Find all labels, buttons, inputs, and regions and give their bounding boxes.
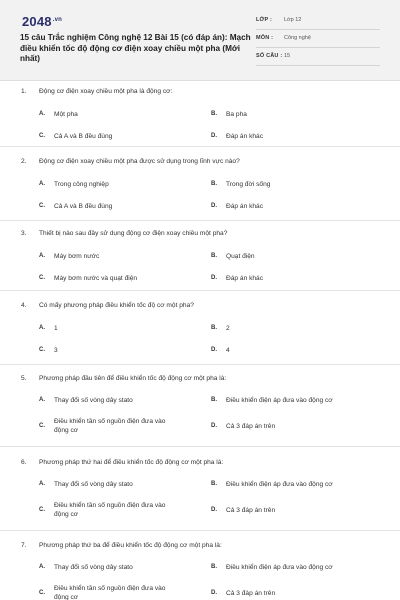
option-letter: B. xyxy=(211,253,217,259)
option-text: Điều khiển điện áp đưa vào động cơ xyxy=(226,481,333,488)
option-text: Ba pha xyxy=(226,111,247,118)
question-text xyxy=(21,157,381,166)
option-letter: A. xyxy=(39,253,45,259)
meta-row-class xyxy=(256,12,380,30)
option-text: Thay đổi số vòng dây stato xyxy=(54,481,133,488)
option-text: Cả 3 đáp án trên xyxy=(226,423,276,430)
option-letter: D. xyxy=(211,590,217,596)
question-number: 6. xyxy=(21,459,27,466)
option-letter: D. xyxy=(211,203,217,209)
option-letter: A. xyxy=(39,111,45,117)
question-label: Phương pháp đầu tiên để điều khiển tốc độ động cơ một pha là: xyxy=(39,375,227,382)
option-letter: B. xyxy=(211,111,217,117)
option-letter: D. xyxy=(211,347,217,353)
option-text: Điều khiển tần số nguồn điện đưa vào động cơ xyxy=(54,585,166,600)
option-text: 2 xyxy=(226,325,230,332)
logo-suffix: .vn xyxy=(52,16,63,23)
meta-label: MÔN : xyxy=(256,35,274,41)
option-text: Thay đổi số vòng dây stato xyxy=(54,397,133,404)
option-letter: D. xyxy=(211,133,217,139)
option-text: Cả A và B đều đúng xyxy=(54,133,113,140)
option-letter: C. xyxy=(39,507,45,513)
option-text: Cả 3 đáp án trên xyxy=(226,507,276,514)
meta-row-count xyxy=(256,48,380,66)
option-letter: A. xyxy=(39,181,45,187)
logo-text: 2048 xyxy=(22,14,52,29)
question-text xyxy=(21,374,381,383)
meta-value: Công nghệ xyxy=(284,35,311,41)
divider xyxy=(0,146,400,147)
option-letter: A. xyxy=(39,481,45,487)
question-text xyxy=(21,87,381,96)
question-number: 2. xyxy=(21,158,27,165)
question-number: 5. xyxy=(21,375,27,382)
option-letter: C. xyxy=(39,133,45,139)
option-text: Trong công nghiệp xyxy=(54,181,109,188)
question-number: 7. xyxy=(21,542,27,549)
option-text: Máy bơm nước xyxy=(54,253,100,260)
question-text xyxy=(21,229,381,238)
option-letter: D. xyxy=(211,507,217,513)
meta-label: LỚP : xyxy=(256,17,272,23)
option-text: Đáp án khác xyxy=(226,275,264,282)
option-text: Một pha xyxy=(54,111,78,118)
question-text xyxy=(21,458,381,467)
question-number: 3. xyxy=(21,230,27,237)
question-text xyxy=(21,541,381,550)
meta-info xyxy=(256,12,380,66)
option-letter: B. xyxy=(211,397,217,403)
question-text xyxy=(21,301,381,310)
option-letter: C. xyxy=(39,423,45,429)
question-number: 4. xyxy=(21,302,27,309)
meta-value: Lớp 12 xyxy=(284,17,302,23)
option-text: Đáp án khác xyxy=(226,203,264,210)
option-text: Thay đổi số vòng dây stato xyxy=(54,564,133,571)
option-letter: B. xyxy=(211,564,217,570)
divider xyxy=(0,364,400,365)
option-letter: D. xyxy=(211,423,217,429)
option-letter: C. xyxy=(39,203,45,209)
option-text: Máy bơm nước và quạt điện xyxy=(54,275,138,282)
option-text: Điều khiển điện áp đưa vào động cơ xyxy=(226,397,333,404)
header xyxy=(0,0,400,81)
question-label: Động cơ điện xoay chiều một pha là động cơ: xyxy=(39,88,173,95)
question-label: Thiết bị nào sau đây sử dụng động cơ điện xoay chiều một pha? xyxy=(39,230,228,237)
option-letter: A. xyxy=(39,325,45,331)
divider xyxy=(0,446,400,447)
option-text: 1 xyxy=(54,325,58,332)
option-text: Cả A và B đều đúng xyxy=(54,203,113,210)
option-text: 3 xyxy=(54,347,58,354)
option-letter: C. xyxy=(39,347,45,353)
option-text: Cả 3 đáp án trên xyxy=(226,590,276,597)
option-letter: A. xyxy=(39,564,45,570)
meta-value: 15 xyxy=(284,53,291,59)
option-letter: B. xyxy=(211,325,217,331)
option-text: Trong đời sống xyxy=(226,181,271,188)
divider xyxy=(0,290,400,291)
question-label: Phương pháp thứ ba để điều khiển tốc độ động cơ một pha là: xyxy=(39,542,222,549)
divider xyxy=(0,220,400,221)
option-letter: D. xyxy=(211,275,217,281)
meta-row-subject xyxy=(256,30,380,48)
question-label: Động cơ điện xoay chiều một pha được sử dụng trong lĩnh vực nào? xyxy=(39,158,240,165)
question-label: Có mấy phương pháp điều khiển tốc độ cơ một pha? xyxy=(39,302,194,309)
option-text: Điều khiển điện áp đưa vào động cơ xyxy=(226,564,333,571)
option-letter: B. xyxy=(211,181,217,187)
divider xyxy=(0,530,400,531)
option-text: 4 xyxy=(226,347,230,354)
question-label: Phương pháp thứ hai để điều khiển tốc độ động cơ một pha là: xyxy=(39,459,224,466)
option-letter: C. xyxy=(39,275,45,281)
option-text: Quạt điện xyxy=(226,253,255,260)
option-letter: A. xyxy=(39,397,45,403)
meta-label: SỐ CÂU : xyxy=(256,53,283,59)
page-title: 15 câu Trắc nghiệm Công nghệ 12 Bài 15 (có đáp án): Mạch điều khiển tốc độ động cơ điện xoay chiều một pha (Mới nhất) xyxy=(20,33,251,63)
option-letter: C. xyxy=(39,590,45,596)
site-logo[interactable] xyxy=(22,14,62,29)
option-text: Điều khiển tần số nguồn điện đưa vào động cơ xyxy=(54,418,166,434)
question-number: 1. xyxy=(21,88,27,95)
option-text: Đáp án khác xyxy=(226,133,264,140)
option-text: Điều khiển tần số nguồn điện đưa vào động cơ xyxy=(54,502,166,518)
option-letter: B. xyxy=(211,481,217,487)
